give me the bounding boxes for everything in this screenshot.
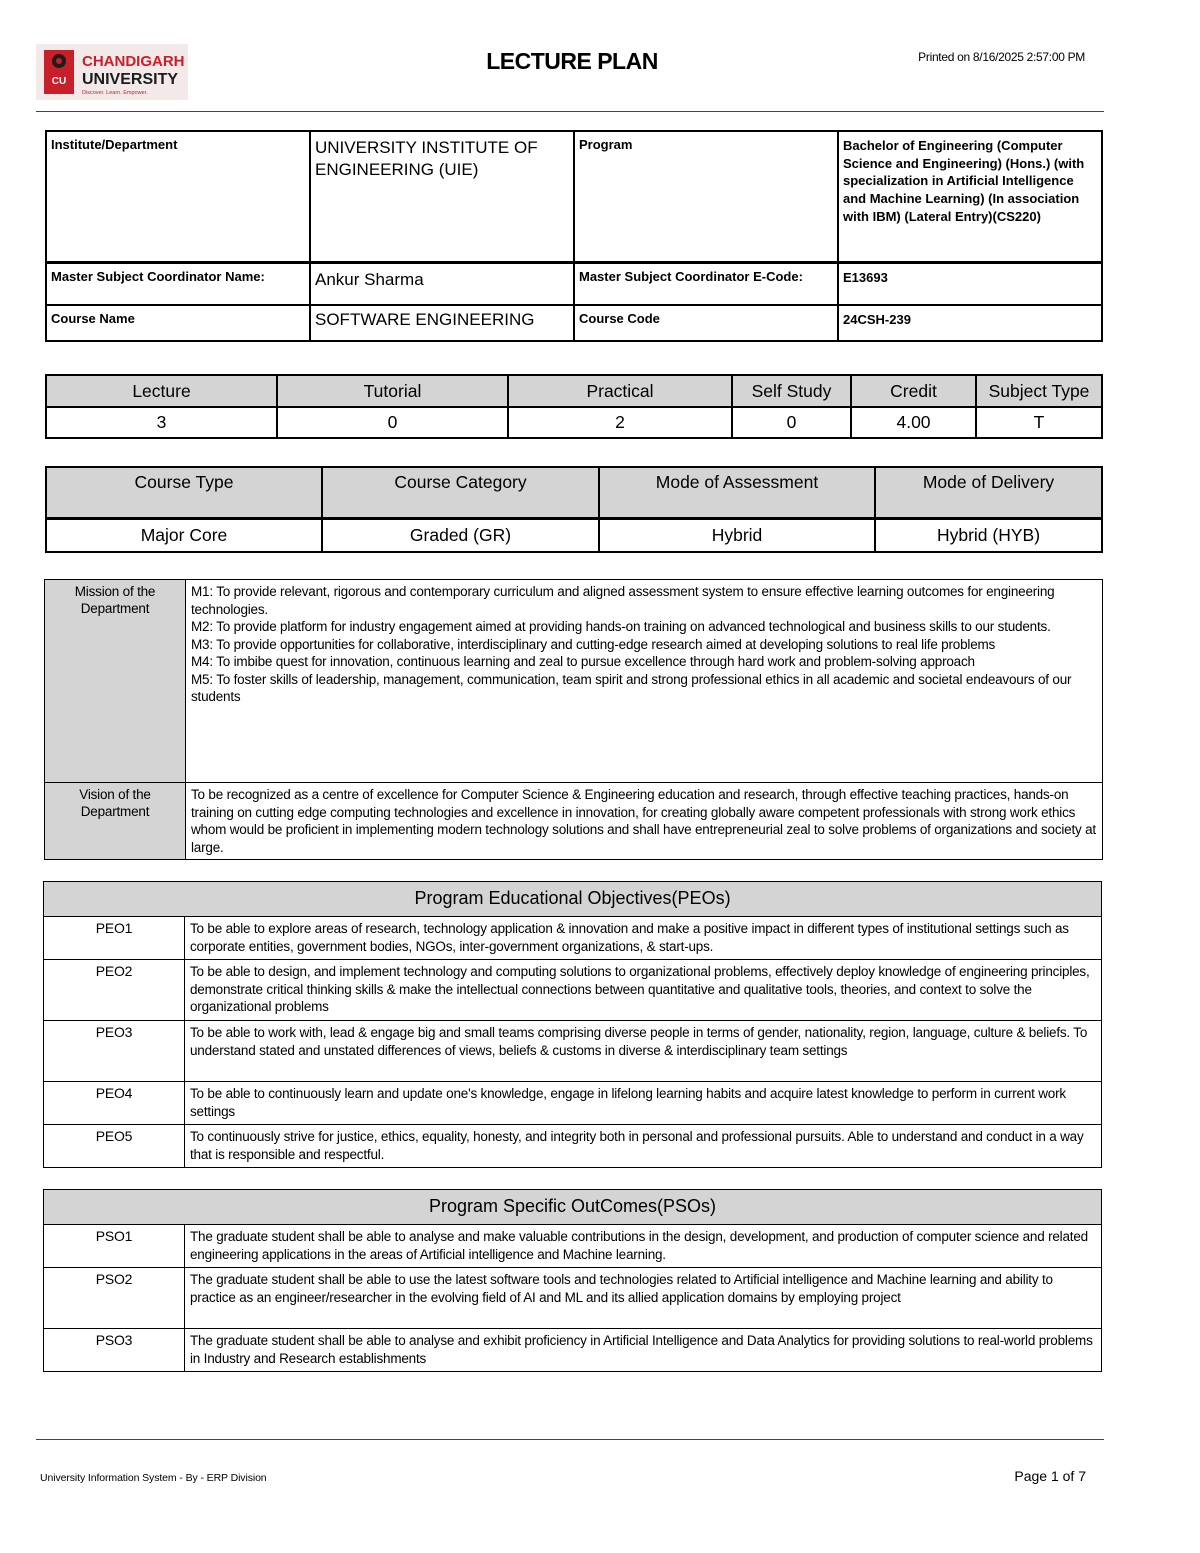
peo-text: To continuously strive for justice, ethics, equality, honesty, and integrity both in personal and professional pursuits. Able to understand and conduct in a way that is responsible and respectful. bbox=[185, 1125, 1102, 1168]
mission-text bbox=[186, 580, 1103, 783]
peo-text: To be able to work with, lead & engage big and small teams comprising diverse people in terms of gender, nationality, region, language, culture & beliefs. To understand stated and unstated differences of views, beliefs & customs in diverse & interdisciplinary team settings bbox=[185, 1021, 1102, 1082]
course-type-value: Graded (GR) bbox=[322, 518, 599, 552]
footer-system-label: University Information System - By - ERP Division bbox=[40, 1472, 267, 1484]
program-value: Bachelor of Engineering (Computer Science and Engineering) (Hons.) (with specialization in Artificial Intelligence and Machine Learning) (In association with IBM) (Lateral Entry)(CS220) bbox=[838, 131, 1102, 262]
coordinator-value: Ankur Sharma bbox=[310, 262, 574, 305]
peo-code: PEO3 bbox=[44, 1021, 185, 1082]
mission-item: M5: To foster skills of leadership, management, communication, team spirit and strong professional ethics in all academic and societal endeavours of our students bbox=[191, 671, 1072, 704]
program-label: Program bbox=[574, 131, 838, 262]
course-type-value: Hybrid bbox=[599, 518, 875, 552]
mission-item: M3: To provide opportunities for collaborative, interdisciplinary and cutting-edge research aimed at developing solutions to real life problems bbox=[191, 636, 996, 652]
peo-code: PEO4 bbox=[44, 1082, 185, 1125]
mission-item: M1: To provide relevant, rigorous and contemporary curriculum and aligned assessment system to ensure effective learning outcomes for engineering technologies. bbox=[191, 584, 1055, 617]
pso-text: The graduate student shall be able to use the latest software tools and technologies related to Artificial intelligence and Machine learning and ability to practice as an engineer/researcher in the evolving field of AI and ML and its allied application domains by employing project bbox=[185, 1268, 1102, 1329]
pso-title: Program Specific OutComes(PSOs) bbox=[44, 1190, 1102, 1225]
page-number: Page 1 of 7 bbox=[1014, 1468, 1086, 1484]
course-name-value: SOFTWARE ENGINEERING bbox=[310, 305, 574, 341]
peo-code: PEO2 bbox=[44, 960, 185, 1021]
printed-timestamp: Printed on 8/16/2025 2:57:00 PM bbox=[918, 50, 1085, 64]
logo-badge: CU bbox=[51, 76, 67, 87]
mission-vision-table bbox=[44, 579, 1103, 860]
course-name-label: Course Name bbox=[46, 305, 310, 341]
peo-text: To be able to design, and implement technology and computing solutions to organizational problems, effectively deploy knowledge of engineering principles, demonstrate critical thinking skills & make the intellectual connections between quantitative and qualitative tools, theories, and context to solve the organizational problems bbox=[185, 960, 1102, 1021]
institute-label: Institute/Department bbox=[46, 131, 310, 262]
course-type-header: Mode of Assessment bbox=[599, 467, 875, 518]
course-type-table bbox=[45, 466, 1103, 553]
credits-value: 3 bbox=[46, 407, 277, 438]
pso-table bbox=[43, 1189, 1102, 1372]
pso-text: The graduate student shall be able to analyse and make valuable contributions in the design, development, and production of computer science and related engineering applications in the areas of Artificial intelligence and Machine learning. bbox=[185, 1225, 1102, 1268]
ecode-label: Master Subject Coordinator E-Code: bbox=[574, 262, 838, 305]
peo-text: To be able to continuously learn and update one's knowledge, engage in lifelong learning habits and acquire latest knowledge to perform in current work settings bbox=[185, 1082, 1102, 1125]
credits-header: Subject Type bbox=[976, 375, 1102, 407]
peo-text: To be able to explore areas of research, technology application & innovation and make a positive impact in different types of institutional settings such as corporate entities, government bodies, NGOs, inter-government organizations, & start-ups. bbox=[185, 917, 1102, 960]
peo-table bbox=[43, 881, 1102, 1168]
course-info-table bbox=[45, 130, 1103, 342]
credits-value: 4.00 bbox=[851, 407, 976, 438]
institute-value: UNIVERSITY INSTITUTE OF ENGINEERING (UIE) bbox=[310, 131, 574, 262]
credits-header: Lecture bbox=[46, 375, 277, 407]
course-type-header: Course Category bbox=[322, 467, 599, 518]
course-type-header: Course Type bbox=[46, 467, 322, 518]
mission-item: M4: To imbibe quest for innovation, continuous learning and zeal to pursue excellence through hard work and problem-solving approach bbox=[191, 654, 975, 669]
course-code-label: Course Code bbox=[574, 305, 838, 341]
course-type-header: Mode of Delivery bbox=[875, 467, 1102, 518]
credits-value: T bbox=[976, 407, 1102, 438]
coordinator-label: Master Subject Coordinator Name: bbox=[46, 262, 310, 305]
credits-header: Tutorial bbox=[277, 375, 508, 407]
credits-header: Self Study bbox=[732, 375, 851, 407]
credits-header: Practical bbox=[508, 375, 732, 407]
logo-tagline: Discover. Learn. Empower. bbox=[82, 90, 148, 96]
logo-line2: UNIVERSITY bbox=[82, 71, 179, 88]
credits-value: 2 bbox=[508, 407, 732, 438]
page-title: LECTURE PLAN bbox=[486, 48, 658, 74]
credits-value: 0 bbox=[277, 407, 508, 438]
pso-text: The graduate student shall be able to analyse and exhibit proficiency in Artificial Intelligence and Data Analytics for providing solutions to real-world problems in Industry and Research establishments bbox=[185, 1329, 1102, 1372]
pso-code: PSO3 bbox=[44, 1329, 185, 1372]
mission-item: M2: To provide platform for industry engagement aimed at providing hands-on training on advanced technological and business skills to our students. bbox=[191, 619, 1051, 634]
credits-value: 0 bbox=[732, 407, 851, 438]
course-type-value: Hybrid (HYB) bbox=[875, 518, 1102, 552]
header-divider bbox=[36, 111, 1104, 112]
course-type-value: Major Core bbox=[46, 518, 322, 552]
logo-line1: CHANDIGARH bbox=[82, 53, 185, 70]
ecode-value: E13693 bbox=[838, 262, 1102, 305]
peo-title: Program Educational Objectives(PEOs) bbox=[44, 882, 1102, 917]
vision-label: Vision of the Department bbox=[45, 783, 186, 860]
credits-header: Credit bbox=[851, 375, 976, 407]
pso-code: PSO1 bbox=[44, 1225, 185, 1268]
vision-text: To be recognized as a centre of excellence for Computer Science & Engineering education and research, through effective teaching practices, hands-on training on cutting edge computing technologies and excellence in innovation, for creating globally aware competent professionals with strong work ethics whom would be proficient in implementing modern technology solutions and shall have entrepreneurial zeal to solve problems of organizations and society at large. bbox=[186, 783, 1103, 860]
credits-table bbox=[45, 374, 1103, 439]
footer-divider bbox=[36, 1439, 1104, 1440]
pso-code: PSO2 bbox=[44, 1268, 185, 1329]
peo-code: PEO5 bbox=[44, 1125, 185, 1168]
peo-code: PEO1 bbox=[44, 917, 185, 960]
course-code-value: 24CSH-239 bbox=[838, 305, 1102, 341]
mission-label: Mission of the Department bbox=[45, 580, 186, 783]
